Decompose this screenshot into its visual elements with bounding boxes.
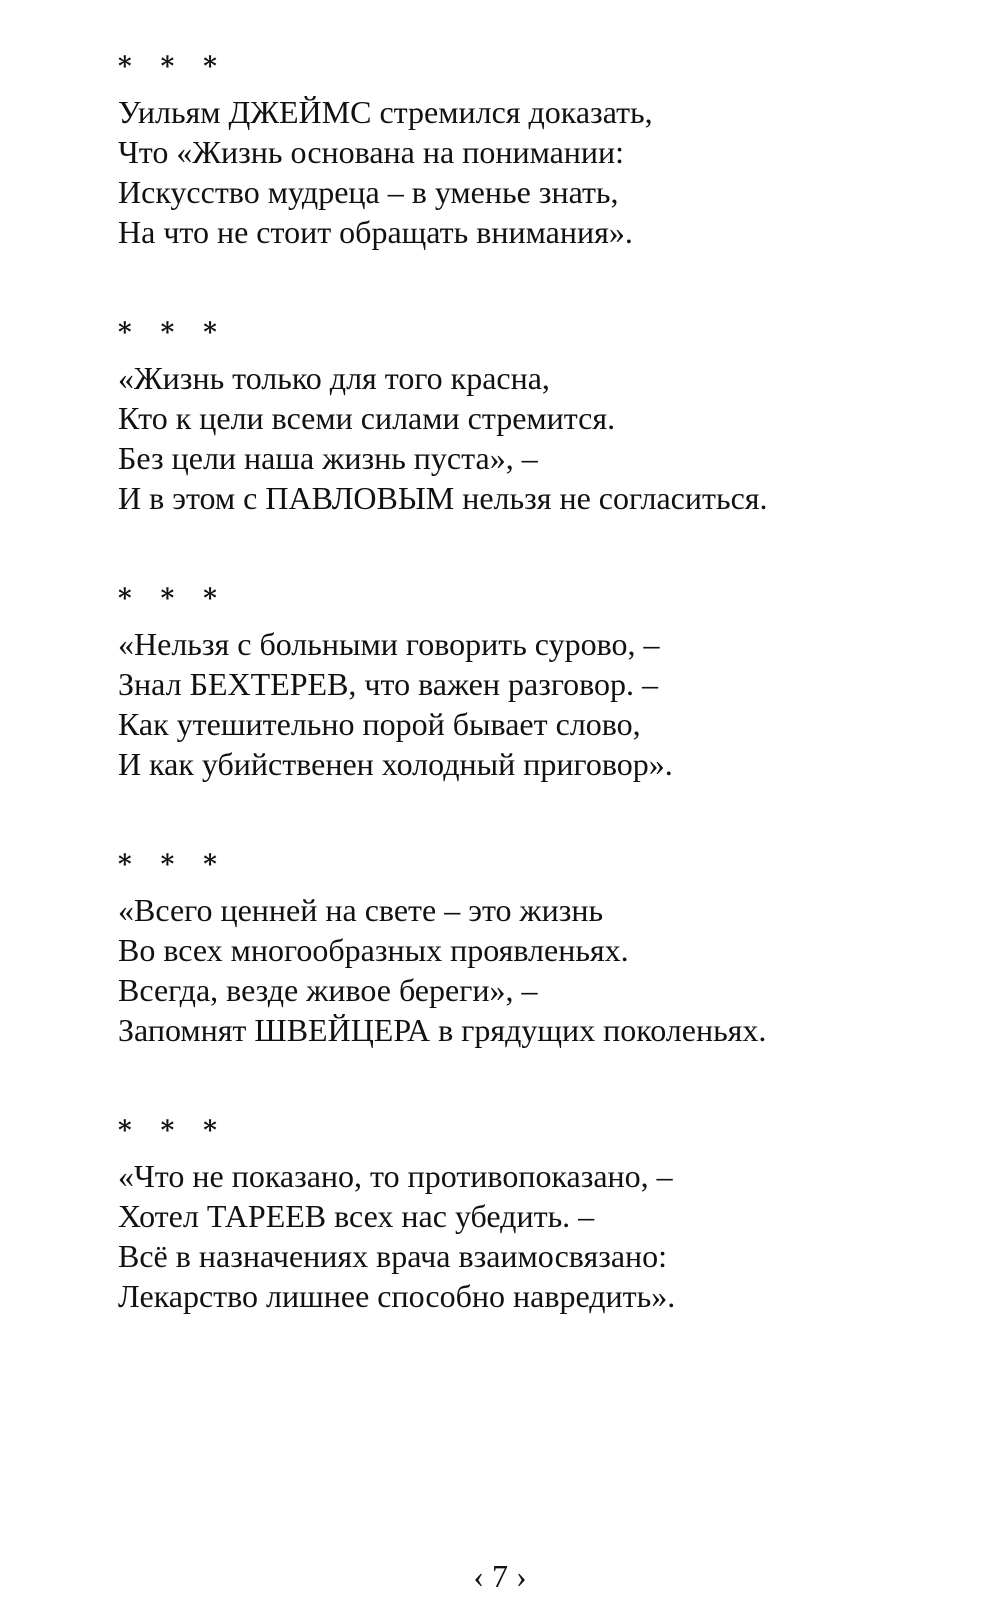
stanza-tareev: [118, 1116, 958, 1316]
page-number: ‹ 7 ›: [473, 1558, 527, 1594]
stanza-separator: * * *: [118, 318, 227, 348]
stanza-pavlov: [118, 318, 958, 518]
verse-line: «Жизнь только для того красна,: [118, 360, 550, 396]
verse-line: Запомнят ШВЕЙЦЕРА в грядущих поколеньях.: [118, 1012, 767, 1048]
verse-line: Что «Жизнь основана на понимании:: [118, 134, 625, 170]
verse-line: Лекарство лишнее способно навредить».: [118, 1278, 676, 1314]
verse-line: «Что не показано, то противопоказано, –: [118, 1158, 673, 1194]
verse-line: «Всего ценней на свете – это жизнь: [118, 892, 604, 928]
verse-line: Всё в назначениях врача взаимосвязано:: [118, 1238, 668, 1274]
verse-line: И как убийственен холодный приговор».: [118, 746, 673, 782]
stanza-separator: * * *: [118, 1116, 227, 1146]
verse-line: Во всех многообразных проявленьях.: [118, 932, 629, 968]
stanza-schweitzer: [118, 850, 958, 1050]
verse-line: На что не стоит обращать внимания».: [118, 214, 633, 250]
stanza-separator: * * *: [118, 850, 227, 880]
verse-line: Без цели наша жизнь пуста», –: [118, 440, 538, 476]
verse-line: Хотел ТАРЕЕВ всех нас убедить. –: [118, 1198, 595, 1234]
verse-line: Знал БЕХТЕРЕВ, что важен разговор. –: [118, 666, 659, 702]
stanza-separator: * * *: [118, 584, 227, 614]
stanza-james: [118, 52, 958, 252]
stanza-bekhterev: [118, 584, 958, 784]
verse-line: Кто к цели всеми силами стремится.: [118, 400, 616, 436]
stanza-separator: * * *: [118, 52, 227, 82]
verse-line: Как утешительно порой бывает слово,: [118, 706, 641, 742]
verse-line: Всегда, везде живое береги», –: [118, 972, 538, 1008]
verse-line: Уильям ДЖЕЙМС стремился доказать,: [118, 94, 653, 130]
verse-line: «Нельзя с больными говорить сурово, –: [118, 626, 660, 662]
verse-line: И в этом с ПАВЛОВЫМ нельзя не согласиться.: [118, 480, 768, 516]
verse-line: Искусство мудреца – в уменье знать,: [118, 174, 619, 210]
